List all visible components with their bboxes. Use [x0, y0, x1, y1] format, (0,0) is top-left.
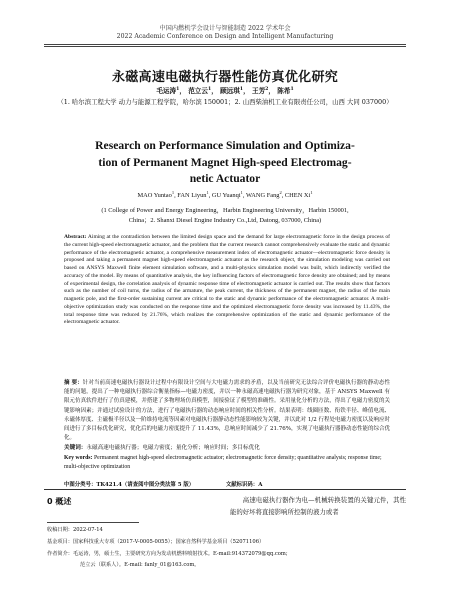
footnote-received: 收稿日期：2022-07-14 — [47, 527, 103, 533]
affil-mark: 1 — [310, 189, 313, 195]
running-header-en: 2022 Academic Conference on Design and Intelligent Manufacturing — [116, 33, 334, 40]
footnote-contact: 范立云（联系人）。E-mail: fanly_01@163.com。 — [80, 562, 200, 568]
author-cn: 毛运涛 — [156, 87, 177, 95]
author-cn: 范立云 — [188, 87, 208, 95]
keywords-en-text: Permanent magnet high-speed electromagnetic actuator; electromagnetic force density; quantitative analysis; response time; multi-objective optimization — [64, 455, 382, 470]
affiliation-en — [40, 206, 410, 226]
affil-mark: 1 — [171, 189, 175, 195]
footnote-rule — [47, 522, 139, 523]
affil-mark: 1 — [176, 86, 180, 92]
keywords-en-label: Key words: — [64, 455, 93, 461]
keywords-cn-text: 永磁高速电磁执行器；电磁力密度；量化分析；响应时间；多目标优化 — [86, 445, 260, 451]
author-cn: 王芳 — [251, 87, 266, 95]
intro-paragraph: 高速电磁执行器作为电—机械转换装置的关键元件，其性能的好坏将直接影响所控制的液力或者 — [230, 496, 406, 516]
author-cn: 陈希 — [277, 87, 291, 95]
keywords-en — [64, 454, 390, 471]
affil-mark: 1 — [207, 86, 212, 92]
title-en-line: tion of Permanent Magnet High-speed Electromag- — [98, 155, 352, 169]
doc-code: 文献标识码：A — [225, 482, 263, 488]
affil-mark: 2 — [279, 189, 282, 195]
abstract-cn — [64, 379, 390, 443]
affil-mark: 1 — [240, 189, 243, 195]
running-header-cn: 中国内燃机学会设计与智能制造 2022 学术年会 — [159, 25, 291, 32]
author-cn: 顾远琪 — [220, 87, 240, 95]
author-en: GU Yuanqi — [211, 192, 241, 199]
abstract-cn-text: 针对当前高速电磁执行器设计过程中有限设计空间与大电磁力需求的矛盾，以及当前研究无法综合评价电磁执行器的静动态性能的问题，提出了一种电磁执行器综合衡量指标—电磁力密度，并以一种永磁高速电磁执行器为研究对象，基于 ANSYS Maxwell 有限元仿真软件进行了仿真建模，并搭建了多物理场仿真模型，间接验证了模型的准确性。采用量化分析的方法，得出了电磁力密度的关键影响因素；并通过试验设计的方法，进行了电磁执行器的动态响应时间的相关性分析。结果表明：线圈匝数、衔铁半径、峰值电流、永磁体厚度、主磁极半径以及一阶维持电流等因素对电磁执行器静动态性能影响较为关键，并以此对 1/2 行程处电磁力密度以及响应时间进行了多目标优化研究，优化后的电磁力密度提升了 11.43%，总响应时间减少了 21.76%，实现了电磁执行器静动态性能的综合优化。 — [64, 380, 390, 442]
affil-mark: 1 — [239, 86, 244, 92]
authors-en: MAO Yuntao$^1$, FAN Liyun$^1$, GU Yuanqi$^1$, WANG Fang$^2$, CHEN Xi$^1$ — [137, 189, 313, 199]
title-en-line: Research on Performance Simulation and Optimiza- — [95, 139, 355, 152]
author-en: CHEN Xi — [284, 192, 311, 199]
keywords-cn — [64, 444, 390, 453]
affiliation-en-line: China；2. Shanxi Diesel Engine Industry Co.,Ltd, Datong, 037000, China) — [128, 217, 322, 224]
author-en: WANG Fang — [245, 192, 280, 199]
header-rule-double — [44, 46, 406, 47]
affil-mark: 2 — [265, 86, 269, 92]
affiliation-en-line: (1 College of Power and Energy Engineering，Harbin Engineering University，Harbin 150001, — [101, 207, 349, 214]
title-en — [40, 138, 410, 188]
clc-number: 中图分类号：TK421.4（请查阅中图分类法第 5 版） — [64, 482, 195, 488]
header-rule — [44, 44, 406, 45]
section-heading: 0 概述 — [47, 497, 72, 506]
keywords-cn-label: 关键词： — [64, 445, 87, 451]
author-en: MAO Yuntao — [137, 192, 172, 199]
section-rule — [44, 489, 406, 490]
affiliation-cn: （1. 哈尔滨工程大学 动力与能源工程学院，哈尔滨 150001；2. 山西柴油机工业有限责任公司，山西 大同 037000） — [57, 98, 393, 106]
footnote-fund: 基金项目：国家科技重大专项（2017-V-0005-0055）；国家自然科学基金项目（52071106） — [47, 539, 265, 545]
classification — [64, 480, 292, 488]
footnote-author: 作者简介：毛运涛，男，硕士生，主要研究方向为发动机燃料喷射技术。E-mail:914372079@qq.com; — [47, 551, 288, 557]
abstract-en-text: Aiming at the contradiction between the limited design space and the demand for large electromagnetic force in the design process of the current high-speed electromagnetic actuator, and the problem that the current research cannot comprehensively evaluate the static and dynamic performance of the electromagnetic actuator, a comprehensive measurement index of electromagnetic actuator—electromagnetic force density is proposed and taking a permanent magnet high-speed electromagnetic actuator as the research object, the simulation modeling was carried out based on ANSYS Maxwell finite element simulation software, and a multi-physics simulation model was built, which indirectly verified the accuracy of the model. By means of quantitative analysis, the key influencing factors of electromagnetic force density are obtained; and by means of experimental design, the correlation analysis of dynamic response time of electromagnetic actuator is carried out. The results show that factors such as the number of coil turns, the radius of the armature, the peak current, the thickness of the permanent magnet, the radius of the main magnetic pole, and the first-order sustaining current are critical to the static and dynamic performance of the electromagnetic actuator. A multi-objective optimization study was conducted on the response time and the optimized electromagnetic force density was increased by 11.43%, the total response time was reduced by 21.76%, which realizes the comprehensive optimization of the static and dynamic performance of the electromagnetic actuator. — [64, 234, 390, 326]
abstract-en-label: Abstract: — [64, 234, 87, 240]
affil-mark: 1 — [206, 189, 209, 195]
title-cn: 永磁高速电磁执行器性能仿真优化研究 — [111, 70, 339, 85]
title-en-line: netic Actuator — [189, 172, 261, 185]
affil-mark: 1 — [290, 86, 294, 92]
abstract-en — [64, 234, 390, 327]
authors-cn: 毛运涛$^1$， 范立云$^1$， 顾远琪$^1$， 王芳$^2$， 陈希$^1$ — [156, 86, 294, 95]
author-en: FAN Liyun — [177, 192, 207, 199]
abstract-cn-label: 摘 要： — [64, 380, 83, 386]
